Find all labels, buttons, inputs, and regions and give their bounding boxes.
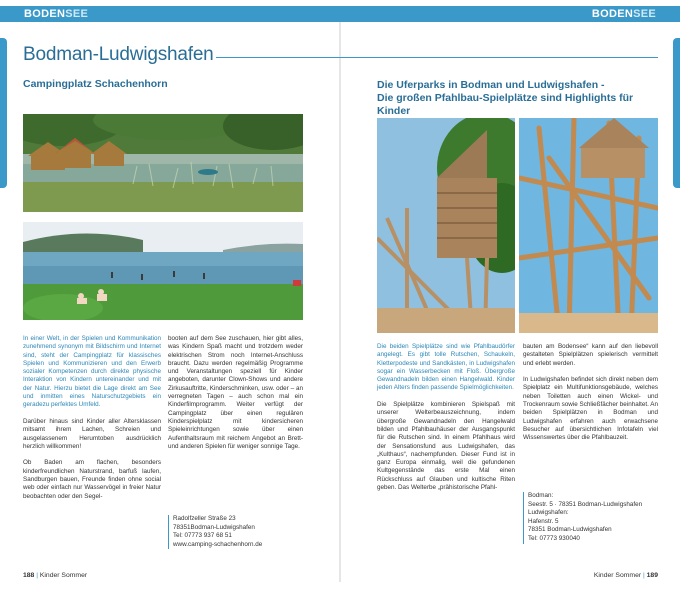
- address-line: Seestr. 5 · 78351 Bodman-Ludwigshafen: [528, 500, 643, 508]
- side-tab-right: [673, 38, 680, 188]
- subheading-line-1: Die Uferparks in Bodman und Ludwigshafen -: [377, 79, 605, 91]
- subheading-campingplatz: Campingplatz Schachenhorn: [23, 78, 168, 90]
- subheading-line-2: Die großen Pfahlbau-Spielplätze sind Highlights für Kinder: [377, 92, 634, 117]
- address-line: Hafenstr. 5: [528, 517, 559, 525]
- page-number: 188: [23, 572, 35, 579]
- text-column-2: [168, 335, 303, 459]
- address-line: Radolfzeller Straße 23: [173, 515, 236, 522]
- page-title: Bodman-Ludwigshafen: [23, 44, 214, 65]
- footer-separator: |: [36, 572, 38, 579]
- footer-left: [23, 572, 87, 579]
- brand-left-bold: BODEN: [24, 8, 66, 20]
- photo-lake-huts: [23, 114, 303, 212]
- footer-label: Kinder Sommer: [593, 572, 642, 579]
- address-line: Ludwigshafen:: [528, 509, 569, 517]
- address-line: 78351Bodman-Ludwigshafen: [173, 523, 255, 531]
- footer-right: [594, 572, 658, 579]
- phone-line: Tel: 07773 937 68 51: [173, 532, 232, 540]
- paragraph: booten auf dem See zuschauen, hier gibt alles, was Kindern Spaß macht und trotzdem weder elektrischen Strom noch Internet-Anschluss braucht. Dazu werden regelmäßig Programme und Veranstaltungen speziell für Kinder angeboten, darunter Clown-Shows und andere Zirkusauftritte, Kinderschminken, usw. oder – an verregneten Tagen – auch schon mal ein Kinderfilmprogramm. Weiter verfügt der Campingplatz über einen regulären Kinderspielplatz mit kindersicheren Spieleinrichtungen sowie über einen Aufenthaltsraum mit reichem Angebot an Brett- und anderen Spielen für weniger sonnige Tage.: [168, 335, 303, 450]
- address-line: 78351 Bodman-Ludwigshafen: [528, 526, 612, 534]
- footer-label: Kinder Sommer: [39, 572, 88, 579]
- text-column-1: [23, 335, 161, 509]
- subheading-uferparks: [377, 79, 657, 118]
- website-link[interactable]: www.camping-schachenhorn.de: [173, 540, 263, 548]
- footer-separator: |: [643, 572, 645, 579]
- brand-right: [592, 6, 656, 22]
- paragraph: In Ludwigshafen befindet sich direkt neben dem Spielplatz ein Multifunktionsgebäude, welches neben Toiletten auch einen Wickel- und Trockenraum sowie Schließfächer beinhaltet. An beiden Spielplätzen in Bodman und Ludwigshafen erfahren auch erwachsene Besucher auf übersichtlichen Infotafeln viel Wissenswertes über die Pfahlbauzeit.: [523, 376, 658, 442]
- photo-playground-tower: [377, 118, 515, 333]
- page-number: 189: [646, 572, 658, 579]
- address-campingplatz: [168, 515, 303, 549]
- brand-left: [24, 6, 88, 22]
- paragraph: Darüber hinaus sind Kinder aller Altersklassen mitsamt ihrem Lachen, Schreien und ausgelassenem Herumtoben ausdrücklich herzlich willkommen!: [23, 417, 161, 450]
- address-line: Bodman:: [528, 492, 554, 499]
- text-column-3: [377, 343, 515, 501]
- brand-left-light: SEE: [65, 8, 89, 20]
- photo-climbing-poles: [519, 118, 658, 333]
- paragraph: bauten am Bodensee“ kann auf den liebevoll gestalteten Spielplätzen spielerisch vermittelt und erlebt werden.: [523, 343, 658, 367]
- address-uferparks: [523, 492, 658, 544]
- phone-line: Tel: 07773 930040: [528, 534, 580, 542]
- intro-paragraph: In einer Welt, in der Spielen und Kommunikation zunehmend synonym mit Bildschirm und Internet sind, steht der Campingplatz für klassisches Spielen und Kommunizieren und den Erwerb sozialer Kompetenzen durch direkte physische Interaktion von Kindern untereinander und mit der Natur. Hierzu bietet die Lage direkt am See und inmitten eines Naturschutzgebiets ein geradezu perfektes Umfeld.: [23, 335, 161, 409]
- paragraph: Die Spielplätze kombinieren Spielspaß mit unserer Welterbeauszeichnung, indem übergroße Gewandnadeln den Hangelwald bilden und Pfahlbauhäuser der Ausgangspunkt für die Rutschen sind. In einem Pfahlhaus wird der Sensationsfund aus Ludwigshafen, das „Kulthaus“, nachempfunden. Dieser Fund ist in ganz Europa einmalig, weil die gefundenen Kultgegenstände das erste Mal einen Rückschluss auf Glauben und kultische Riten geben. Das Welterbe „prähistorische Pfahl-: [377, 401, 515, 492]
- photo-beach-bathers: [23, 222, 303, 320]
- book-gutter: [339, 22, 341, 582]
- title-rule: [216, 57, 658, 58]
- text-column-4: [523, 343, 658, 451]
- intro-paragraph: Die beiden Spielplätze sind wie Pfahlbaudörfer angelegt. Es gibt tolle Rutschen, Schaukeln, Kletterpodeste und Sandkästen, in Ludwigshafen sogar ein Wasserbecken mit Floß. Übergroße Gewandnadeln bilden einen Hangelwald. Kinder jeden Alters finden passende Spielmöglichkeiten.: [377, 343, 515, 392]
- paragraph: Ob Baden am flachen, besonders kinderfreundlichen Naturstrand, barfuß laufen, Sandburgen bauen, Freunde finden ohne social web oder einfach nur Wasservögel in freier Natur beobachten oder den Segel-: [23, 459, 161, 500]
- side-tab-left: [0, 38, 7, 188]
- brand-right-bold: BODEN: [591, 8, 634, 20]
- brand-right-light: SEE: [633, 8, 656, 20]
